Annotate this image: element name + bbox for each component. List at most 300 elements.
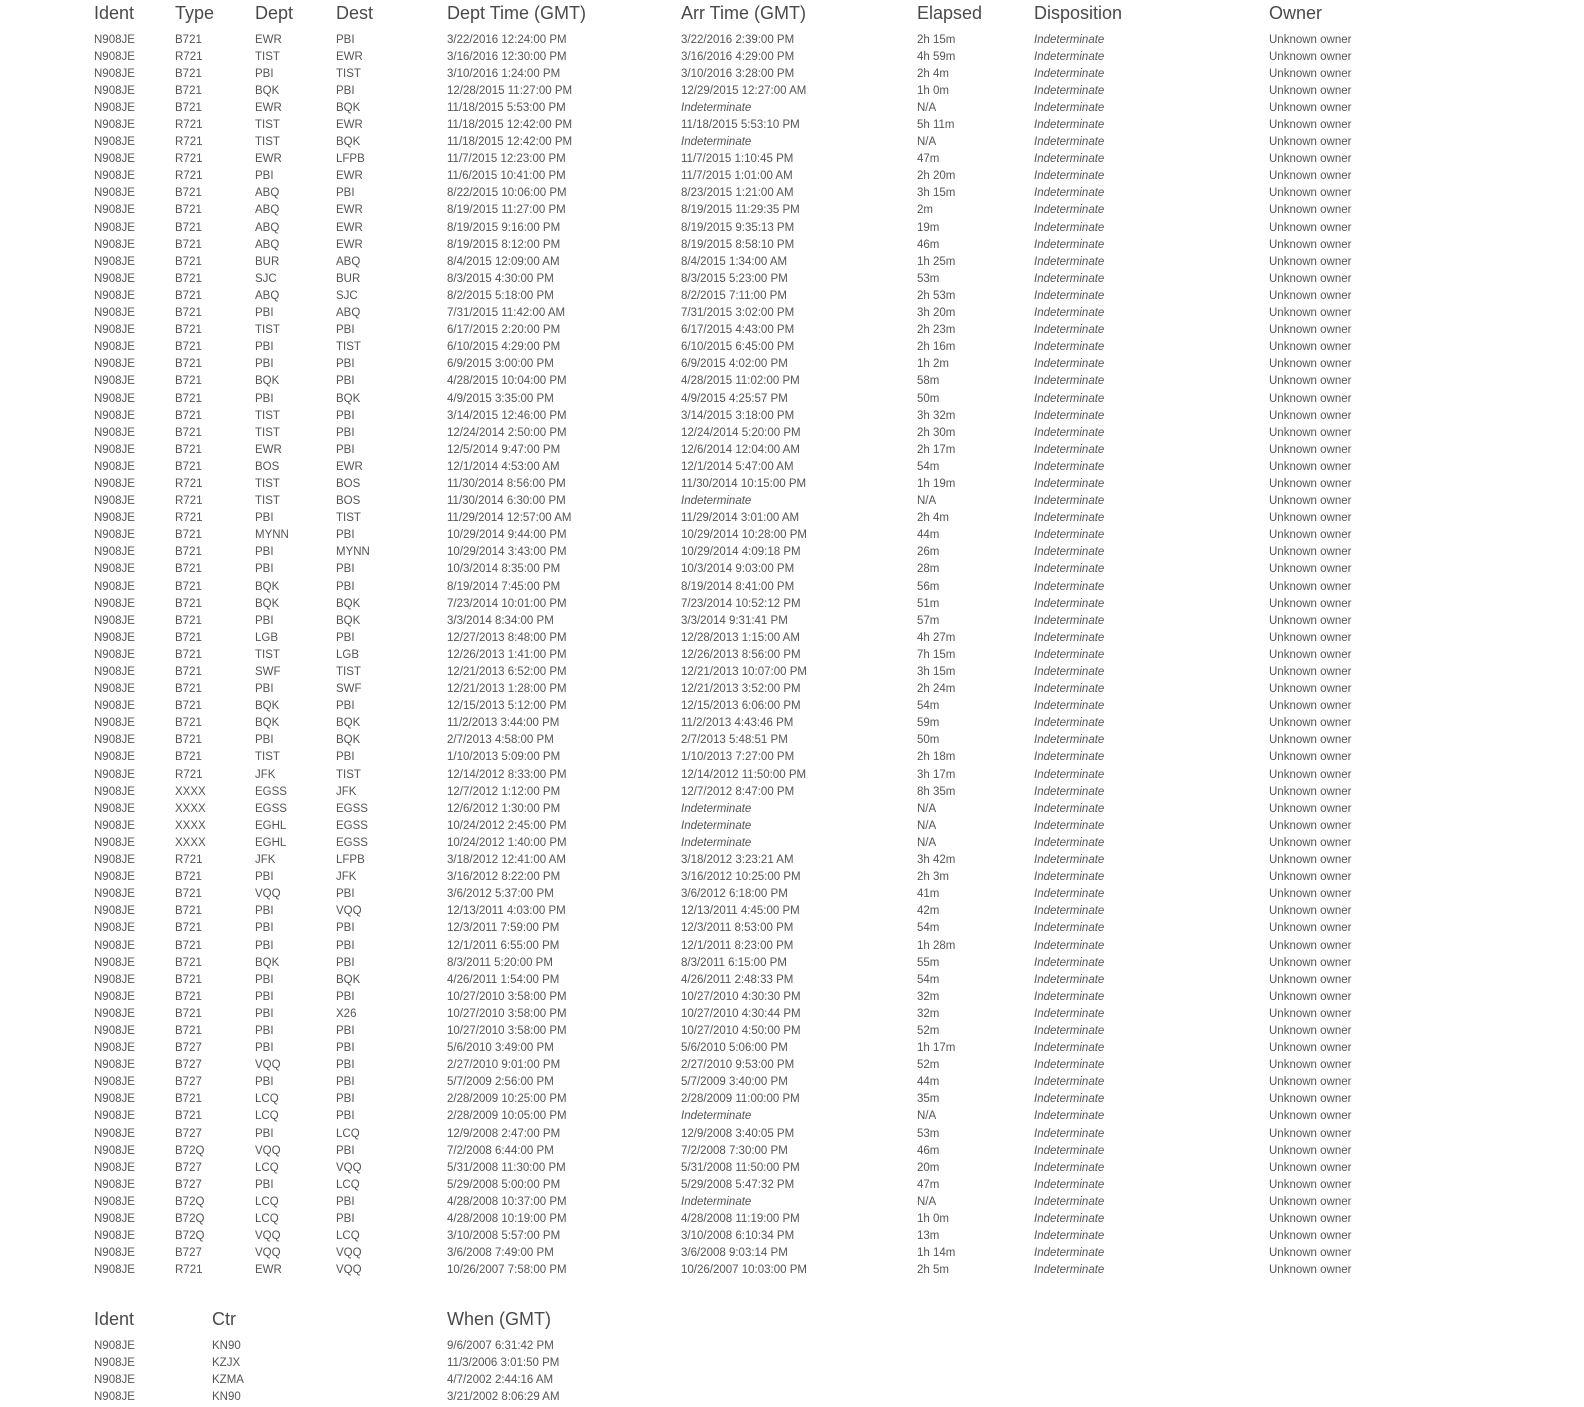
owner-cell: Unknown owner	[1269, 136, 1352, 149]
owner-cell: Unknown owner	[1269, 785, 1352, 798]
dept-cell: EWR	[255, 33, 282, 46]
table-row	[94, 322, 1429, 339]
dept-time-cell: 12/21/2013 6:52:00 PM	[447, 666, 567, 679]
owner-cell: Unknown owner	[1269, 84, 1352, 97]
dept-time-cell: 11/18/2015 5:53:00 PM	[447, 101, 566, 114]
header-row	[94, 3, 1429, 31]
dept-cell: TIST	[255, 426, 280, 439]
owner-cell: Unknown owner	[1269, 1076, 1352, 1089]
dept-time-cell: 2/27/2010 9:01:00 PM	[447, 1059, 561, 1072]
elapsed-cell: N/A	[917, 819, 937, 832]
dept-cell: TIST	[255, 136, 280, 149]
arr-time-cell: 8/23/2015 1:21:00 AM	[681, 187, 794, 200]
disposition-cell: Indeterminate	[1034, 529, 1105, 542]
disposition-cell: Indeterminate	[1034, 956, 1105, 969]
disposition-cell: Indeterminate	[1034, 785, 1105, 798]
dept-time-cell: 12/15/2013 5:12:00 PM	[447, 700, 567, 713]
owner-cell: Unknown owner	[1269, 272, 1352, 285]
table-row	[94, 663, 1429, 680]
arr-time-cell: 3/3/2014 9:31:41 PM	[681, 614, 788, 627]
disposition-cell: Indeterminate	[1034, 341, 1105, 354]
table-row	[94, 339, 1429, 356]
elapsed-cell: N/A	[917, 101, 937, 114]
table-row	[94, 612, 1429, 629]
disposition-cell: Indeterminate	[1034, 33, 1105, 46]
dept-cell: TIST	[255, 751, 280, 764]
owner-cell: Unknown owner	[1269, 1264, 1352, 1277]
owner-cell: Unknown owner	[1269, 956, 1352, 969]
owner-cell: Unknown owner	[1269, 119, 1352, 132]
dept-time-cell: 3/3/2014 8:34:00 PM	[447, 614, 554, 627]
table-row	[94, 1125, 1429, 1142]
column-header-owner: Owner	[1269, 3, 1323, 23]
dept-cell: PBI	[255, 1076, 274, 1089]
elapsed-cell: 2h 30m	[917, 426, 956, 439]
dest-cell: EGSS	[336, 802, 368, 815]
owner-cell: Unknown owner	[1269, 477, 1352, 490]
ident-cell: N908JE	[94, 973, 135, 986]
disposition-cell: Indeterminate	[1034, 512, 1105, 525]
dest-cell: TIST	[336, 666, 361, 679]
elapsed-cell: 13m	[917, 1230, 940, 1243]
owner-cell: Unknown owner	[1269, 341, 1352, 354]
table-row	[94, 1193, 1429, 1210]
dest-cell: TIST	[336, 341, 361, 354]
dept-cell: ABQ	[255, 187, 280, 200]
ident-cell: N908JE	[94, 136, 135, 149]
disposition-cell: Indeterminate	[1034, 990, 1105, 1003]
disposition-cell: Indeterminate	[1034, 221, 1105, 234]
elapsed-cell: N/A	[917, 1110, 937, 1123]
elapsed-cell: 52m	[917, 1059, 940, 1072]
table-row	[94, 441, 1429, 458]
elapsed-cell: 44m	[917, 529, 940, 542]
arr-time-cell: 3/16/2016 4:29:00 PM	[681, 50, 795, 63]
dept-time-cell: 3/16/2012 8:22:00 PM	[447, 871, 561, 884]
table-row	[94, 886, 1429, 903]
arr-time-cell: 12/28/2013 1:15:00 AM	[681, 631, 800, 644]
type-cell: B721	[175, 631, 202, 644]
dept-time-cell: 11/6/2015 10:41:00 PM	[447, 170, 566, 183]
arr-time-cell: 10/27/2010 4:50:00 PM	[681, 1024, 801, 1037]
elapsed-cell: 55m	[917, 956, 940, 969]
arr-time-cell: 5/6/2010 5:06:00 PM	[681, 1042, 788, 1055]
ident-cell: N908JE	[94, 33, 135, 46]
arr-time-cell: 10/27/2010 4:30:30 PM	[681, 990, 801, 1003]
ident-cell: N908JE	[94, 409, 135, 422]
flight-table-body	[94, 31, 1429, 1279]
owner-cell: Unknown owner	[1269, 495, 1352, 508]
dept-cell: LCQ	[255, 1093, 279, 1106]
dest-cell: VQQ	[336, 905, 362, 918]
ident-cell: N908JE	[94, 67, 135, 80]
disposition-cell: Indeterminate	[1034, 683, 1105, 696]
owner-cell: Unknown owner	[1269, 324, 1352, 337]
table-row	[94, 698, 1429, 715]
table-row	[94, 834, 1429, 851]
dept-time-cell: 8/2/2015 5:18:00 PM	[447, 289, 554, 302]
dest-cell: EWR	[336, 170, 363, 183]
dept-time-cell: 6/17/2015 2:20:00 PM	[447, 324, 561, 337]
table-row	[94, 407, 1429, 424]
arr-time-cell: 12/1/2014 5:47:00 AM	[681, 460, 794, 473]
elapsed-cell: 2h 53m	[917, 289, 956, 302]
dest-cell: PBI	[336, 1110, 355, 1123]
dest-cell: PBI	[336, 922, 355, 935]
ident-cell: N908JE	[94, 819, 135, 832]
dest-cell: EWR	[336, 460, 363, 473]
ident-cell: N908JE	[94, 187, 135, 200]
ident-cell: N908JE	[94, 836, 135, 849]
dept-time-cell: 3/22/2016 12:24:00 PM	[447, 33, 567, 46]
arr-time-cell: 3/6/2012 6:18:00 PM	[681, 888, 788, 901]
disposition-cell: Indeterminate	[1034, 307, 1105, 320]
type-cell: B721	[175, 1093, 202, 1106]
disposition-cell: Indeterminate	[1034, 1178, 1105, 1191]
ctr-cell: KZJX	[212, 1356, 241, 1369]
dest-cell: BQK	[336, 614, 361, 627]
column-header-dept: Dept	[255, 3, 294, 23]
dept-time-cell: 12/5/2014 9:47:00 PM	[447, 443, 561, 456]
elapsed-cell: 2h 5m	[917, 1264, 949, 1277]
dept-time-cell: 10/24/2012 2:45:00 PM	[447, 819, 567, 832]
arr-time-cell: 6/9/2015 4:02:00 PM	[681, 358, 788, 371]
ident-cell: N908JE	[94, 854, 135, 867]
type-cell: R721	[175, 153, 203, 166]
elapsed-cell: 47m	[917, 153, 940, 166]
disposition-cell: Indeterminate	[1034, 1059, 1105, 1072]
dest-cell: JFK	[336, 785, 357, 798]
table-row	[94, 1371, 647, 1388]
dept-time-cell: 12/3/2011 7:59:00 PM	[447, 922, 560, 935]
type-cell: B721	[175, 871, 202, 884]
table-row	[94, 646, 1429, 663]
dept-cell: ABQ	[255, 204, 280, 217]
ident-cell: N908JE	[94, 1373, 135, 1386]
ident-cell: N908JE	[94, 888, 135, 901]
dept-cell: PBI	[255, 307, 274, 320]
table-row	[94, 971, 1429, 988]
type-cell: R721	[175, 495, 203, 508]
dept-cell: VQQ	[255, 1059, 281, 1072]
dept-time-cell: 10/3/2014 8:35:00 PM	[447, 563, 561, 576]
disposition-cell: Indeterminate	[1034, 272, 1105, 285]
table-row	[94, 1176, 1429, 1193]
disposition-cell: Indeterminate	[1034, 631, 1105, 644]
elapsed-cell: 1h 2m	[917, 358, 949, 371]
arr-time-cell: 12/7/2012 8:47:00 PM	[681, 785, 795, 798]
ident-cell: N908JE	[94, 255, 135, 268]
owner-cell: Unknown owner	[1269, 170, 1352, 183]
elapsed-cell: 7h 15m	[917, 648, 956, 661]
dept-time-cell: 11/30/2014 8:56:00 PM	[447, 477, 566, 490]
disposition-cell: Indeterminate	[1034, 836, 1105, 849]
type-cell: B727	[175, 1059, 202, 1072]
dest-cell: LCQ	[336, 1230, 360, 1243]
arr-time-cell: 2/7/2013 5:48:51 PM	[681, 734, 788, 747]
disposition-cell: Indeterminate	[1034, 153, 1105, 166]
arr-time-cell: Indeterminate	[681, 1195, 752, 1208]
owner-cell: Unknown owner	[1269, 666, 1352, 679]
elapsed-cell: 3h 20m	[917, 307, 956, 320]
dept-time-cell: 5/31/2008 11:30:00 PM	[447, 1161, 566, 1174]
dept-cell: VQQ	[255, 888, 281, 901]
dept-cell: PBI	[255, 392, 274, 405]
disposition-cell: Indeterminate	[1034, 922, 1105, 935]
elapsed-cell: 1h 28m	[917, 939, 956, 952]
disposition-cell: Indeterminate	[1034, 717, 1105, 730]
dest-cell: VQQ	[336, 1264, 362, 1277]
arr-time-cell: Indeterminate	[681, 101, 752, 114]
table-row	[94, 185, 1429, 202]
type-cell: B721	[175, 888, 202, 901]
type-cell: B721	[175, 734, 202, 747]
dept-time-cell: 10/29/2014 3:43:00 PM	[447, 546, 567, 559]
owner-cell: Unknown owner	[1269, 307, 1352, 320]
dept-cell: PBI	[255, 871, 274, 884]
owner-cell: Unknown owner	[1269, 1127, 1352, 1140]
arr-time-cell: 10/26/2007 10:03:00 PM	[681, 1264, 807, 1277]
dest-cell: PBI	[336, 1213, 355, 1226]
owner-cell: Unknown owner	[1269, 289, 1352, 302]
type-cell: B727	[175, 1042, 202, 1055]
column-header-dept-time: Dept Time (GMT)	[447, 3, 587, 23]
dept-time-cell: 3/10/2016 1:24:00 PM	[447, 67, 561, 80]
elapsed-cell: 2h 24m	[917, 683, 956, 696]
dept-time-cell: 12/9/2008 2:47:00 PM	[447, 1127, 561, 1140]
owner-cell: Unknown owner	[1269, 1247, 1352, 1260]
arr-time-cell: 3/16/2012 10:25:00 PM	[681, 871, 801, 884]
dept-time-cell: 8/19/2014 7:45:00 PM	[447, 580, 561, 593]
arr-time-cell: 3/22/2016 2:39:00 PM	[681, 33, 795, 46]
ident-cell: N908JE	[94, 802, 135, 815]
disposition-cell: Indeterminate	[1034, 871, 1105, 884]
ident-cell: N908JE	[94, 614, 135, 627]
dept-cell: SWF	[255, 666, 281, 679]
owner-cell: Unknown owner	[1269, 819, 1352, 832]
ident-cell: N908JE	[94, 871, 135, 884]
table-row	[94, 475, 1429, 492]
ident-cell: N908JE	[94, 1195, 135, 1208]
disposition-cell: Indeterminate	[1034, 426, 1105, 439]
dept-cell: BUR	[255, 255, 280, 268]
arr-time-cell: 12/1/2011 8:23:00 PM	[681, 939, 794, 952]
disposition-cell: Indeterminate	[1034, 289, 1105, 302]
arr-time-cell: 3/10/2016 3:28:00 PM	[681, 67, 795, 80]
arr-time-cell: 3/10/2008 6:10:34 PM	[681, 1230, 795, 1243]
dept-time-cell: 11/18/2015 12:42:00 PM	[447, 136, 573, 149]
ident-cell: N908JE	[94, 1144, 135, 1157]
flight-history-table	[94, 3, 1429, 1279]
dest-cell: EGSS	[336, 836, 368, 849]
table-row	[94, 1245, 1429, 1262]
column-header-ident: Ident	[94, 1309, 135, 1329]
elapsed-cell: N/A	[917, 802, 937, 815]
disposition-cell: Indeterminate	[1034, 1264, 1105, 1277]
dept-cell: TIST	[255, 50, 280, 63]
disposition-cell: Indeterminate	[1034, 1213, 1105, 1226]
arr-time-cell: 12/15/2013 6:06:00 PM	[681, 700, 801, 713]
owner-cell: Unknown owner	[1269, 460, 1352, 473]
column-header-ident: Ident	[94, 3, 135, 23]
dest-cell: BOS	[336, 477, 361, 490]
disposition-cell: Indeterminate	[1034, 1007, 1105, 1020]
arr-time-cell: 11/7/2015 1:01:00 AM	[681, 170, 793, 183]
type-cell: B721	[175, 580, 202, 593]
dept-time-cell: 12/13/2011 4:03:00 PM	[447, 905, 566, 918]
ident-cell: N908JE	[94, 768, 135, 781]
dest-cell: PBI	[336, 375, 355, 388]
type-cell: B721	[175, 67, 202, 80]
disposition-cell: Indeterminate	[1034, 84, 1105, 97]
dest-cell: TIST	[336, 67, 361, 80]
owner-cell: Unknown owner	[1269, 1093, 1352, 1106]
table-row	[94, 493, 1429, 510]
dest-cell: PBI	[336, 324, 355, 337]
ctr-cell: KN90	[212, 1339, 241, 1352]
disposition-cell: Indeterminate	[1034, 648, 1105, 661]
dept-cell: JFK	[255, 768, 276, 781]
disposition-cell: Indeterminate	[1034, 1247, 1105, 1260]
dept-time-cell: 12/28/2015 11:27:00 PM	[447, 84, 573, 97]
owner-cell: Unknown owner	[1269, 512, 1352, 525]
elapsed-cell: 2h 4m	[917, 512, 949, 525]
owner-cell: Unknown owner	[1269, 1144, 1352, 1157]
dept-time-cell: 12/27/2013 8:48:00 PM	[447, 631, 567, 644]
dept-time-cell: 4/26/2011 1:54:00 PM	[447, 973, 560, 986]
dest-cell: PBI	[336, 751, 355, 764]
elapsed-cell: 19m	[917, 221, 940, 234]
elapsed-cell: N/A	[917, 495, 937, 508]
arr-time-cell: 3/18/2012 3:23:21 AM	[681, 854, 794, 867]
ident-cell: N908JE	[94, 1264, 135, 1277]
dept-time-cell: 7/31/2015 11:42:00 AM	[447, 307, 566, 320]
disposition-cell: Indeterminate	[1034, 238, 1105, 251]
table-row	[94, 869, 1429, 886]
dest-cell: BQK	[336, 734, 361, 747]
disposition-cell: Indeterminate	[1034, 50, 1105, 63]
dest-cell: TIST	[336, 512, 361, 525]
table-row	[94, 1040, 1429, 1057]
ident-cell: N908JE	[94, 443, 135, 456]
ident-cell: N908JE	[94, 1247, 135, 1260]
owner-cell: Unknown owner	[1269, 1110, 1352, 1123]
elapsed-cell: 57m	[917, 614, 940, 627]
disposition-cell: Indeterminate	[1034, 751, 1105, 764]
owner-cell: Unknown owner	[1269, 409, 1352, 422]
arr-time-cell: 8/4/2015 1:34:00 AM	[681, 255, 788, 268]
disposition-cell: Indeterminate	[1034, 1230, 1105, 1243]
arr-time-cell: 5/7/2009 3:40:00 PM	[681, 1076, 788, 1089]
type-cell: B721	[175, 648, 202, 661]
dept-cell: LCQ	[255, 1161, 279, 1174]
disposition-cell: Indeterminate	[1034, 888, 1105, 901]
dept-time-cell: 10/26/2007 7:58:00 PM	[447, 1264, 567, 1277]
owner-cell: Unknown owner	[1269, 700, 1352, 713]
dept-time-cell: 2/7/2013 4:58:00 PM	[447, 734, 554, 747]
owner-cell: Unknown owner	[1269, 1042, 1352, 1055]
disposition-cell: Indeterminate	[1034, 1093, 1105, 1106]
type-cell: B721	[175, 409, 202, 422]
elapsed-cell: 1h 0m	[917, 84, 949, 97]
dept-time-cell: 11/29/2014 12:57:00 AM	[447, 512, 572, 525]
ident-cell: N908JE	[94, 717, 135, 730]
dept-cell: BQK	[255, 717, 280, 730]
owner-cell: Unknown owner	[1269, 358, 1352, 371]
owner-cell: Unknown owner	[1269, 375, 1352, 388]
dest-cell: PBI	[336, 529, 355, 542]
ident-cell: N908JE	[94, 546, 135, 559]
dept-cell: PBI	[255, 546, 274, 559]
dept-cell: JFK	[255, 854, 276, 867]
dest-cell: BQK	[336, 597, 361, 610]
table-row	[94, 1210, 1429, 1227]
arr-time-cell: Indeterminate	[681, 495, 752, 508]
arr-time-cell: 11/30/2014 10:15:00 PM	[681, 477, 807, 490]
disposition-cell: Indeterminate	[1034, 1161, 1105, 1174]
type-cell: B721	[175, 187, 202, 200]
arr-time-cell: 11/7/2015 1:10:45 PM	[681, 153, 794, 166]
dept-cell: PBI	[255, 1024, 274, 1037]
dest-cell: EWR	[336, 119, 363, 132]
disposition-cell: Indeterminate	[1034, 443, 1105, 456]
ident-cell: N908JE	[94, 119, 135, 132]
dept-time-cell: 12/1/2011 6:55:00 PM	[447, 939, 560, 952]
dest-cell: BQK	[336, 136, 361, 149]
ident-cell: N908JE	[94, 50, 135, 63]
elapsed-cell: 28m	[917, 563, 940, 576]
dest-cell: EGSS	[336, 819, 368, 832]
dept-time-cell: 8/19/2015 9:16:00 PM	[447, 221, 561, 234]
type-cell: B721	[175, 289, 202, 302]
dest-cell: MYNN	[336, 546, 370, 559]
owner-cell: Unknown owner	[1269, 836, 1352, 849]
dept-cell: BQK	[255, 580, 280, 593]
table-row	[94, 65, 1429, 82]
disposition-cell: Indeterminate	[1034, 1127, 1105, 1140]
owner-cell: Unknown owner	[1269, 101, 1352, 114]
position-table-header	[94, 1309, 647, 1337]
elapsed-cell: 2h 16m	[917, 341, 956, 354]
dept-cell: PBI	[255, 1178, 274, 1191]
disposition-cell: Indeterminate	[1034, 170, 1105, 183]
ident-cell: N908JE	[94, 1356, 135, 1369]
arr-time-cell: 3/14/2015 3:18:00 PM	[681, 409, 795, 422]
dept-cell: PBI	[255, 67, 274, 80]
arr-time-cell: 8/19/2015 11:29:35 PM	[681, 204, 800, 217]
table-row	[94, 287, 1429, 304]
table-row	[94, 544, 1429, 561]
dept-time-cell: 3/16/2016 12:30:00 PM	[447, 50, 567, 63]
ident-cell: N908JE	[94, 341, 135, 354]
ident-cell: N908JE	[94, 1042, 135, 1055]
arr-time-cell: 10/29/2014 4:09:18 PM	[681, 546, 801, 559]
dest-cell: PBI	[336, 409, 355, 422]
ident-cell: N908JE	[94, 631, 135, 644]
dept-time-cell: 11/2/2013 3:44:00 PM	[447, 717, 560, 730]
elapsed-cell: 3h 42m	[917, 854, 956, 867]
table-row	[94, 356, 1429, 373]
table-row	[94, 82, 1429, 99]
dept-cell: LCQ	[255, 1195, 279, 1208]
owner-cell: Unknown owner	[1269, 888, 1352, 901]
arr-time-cell: 3/6/2008 9:03:14 PM	[681, 1247, 788, 1260]
type-cell: XXXX	[175, 802, 206, 815]
dest-cell: PBI	[336, 443, 355, 456]
arr-time-cell: 12/9/2008 3:40:05 PM	[681, 1127, 795, 1140]
elapsed-cell: 53m	[917, 1127, 940, 1140]
ident-cell: N908JE	[94, 1093, 135, 1106]
